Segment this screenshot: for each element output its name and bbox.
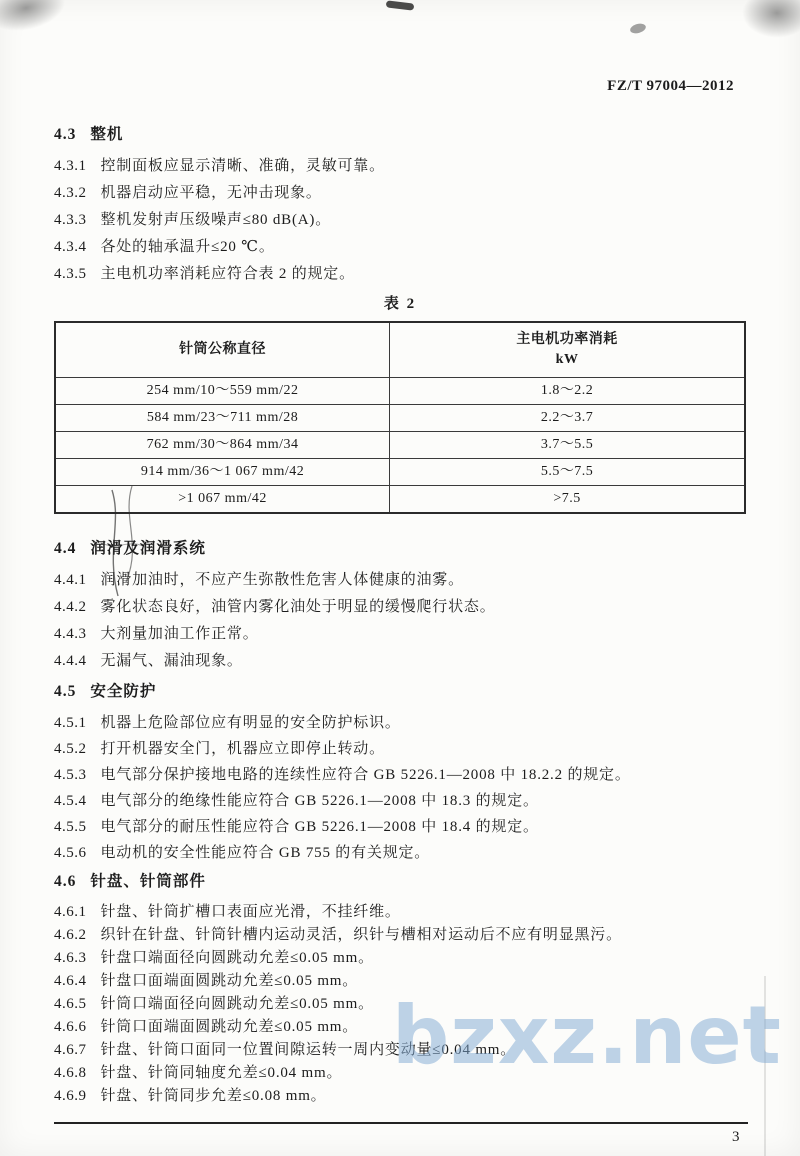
clause [54, 598, 746, 617]
col-header-diameter: 针筒公称直径 [55, 322, 390, 378]
section-heading-4-4 [54, 538, 746, 559]
clause-number: 4.5.4 [54, 793, 87, 809]
cell-diameter: 914 mm/36～1 067 mm/42 [55, 459, 390, 486]
clause [54, 652, 746, 671]
clause-number: 4.4.2 [54, 599, 87, 615]
table-header-row [55, 322, 745, 378]
clause-text: 织针在针盘、针筒针槽内运动灵活，织针与槽相对运动后不应有明显黑污。 [100, 927, 622, 943]
section-title: 润滑及润滑系统 [90, 540, 206, 557]
col-header-power-line2: kW [555, 352, 579, 367]
clause [54, 1087, 746, 1105]
clause-number: 4.4.4 [54, 653, 87, 669]
clause-number: 4.3.2 [54, 185, 87, 201]
clause [54, 903, 746, 921]
cell-power: >7.5 [390, 486, 745, 514]
clause-number: 4.3.1 [54, 158, 87, 174]
col-header-power-line1: 主电机功率消耗 [516, 332, 618, 347]
table-row [55, 459, 745, 486]
section-4-5 [54, 681, 746, 863]
clause-text: 针盘、针筒同步允差≤0.08 mm。 [100, 1088, 327, 1104]
clause [54, 926, 746, 944]
section-heading-4-5 [54, 681, 746, 702]
section-number: 4.6 [54, 873, 77, 890]
clause-number: 4.3.3 [54, 212, 87, 228]
section-title: 安全防护 [90, 683, 157, 700]
clause [54, 157, 746, 176]
clause-number: 4.5.6 [54, 845, 87, 861]
doc-number: FZ/T 97004—2012 [607, 78, 734, 94]
table-row [55, 432, 745, 459]
clause-text: 电气部分保护接地电路的连续性应符合 GB 5226.1—2008 中 18.2.2 的规定。 [100, 767, 631, 783]
cell-power: 5.5～7.5 [390, 459, 745, 486]
section-number: 4.4 [54, 540, 77, 557]
clause [54, 184, 746, 203]
cell-diameter: 762 mm/30～864 mm/34 [55, 432, 390, 459]
clause-number: 4.5.5 [54, 819, 87, 835]
clause-text: 针筒口面端面圆跳动允差≤0.05 mm。 [100, 1019, 359, 1035]
clause-number: 4.6.3 [54, 950, 87, 966]
section-4-3 [54, 124, 746, 284]
table-caption: 表 2 [383, 296, 417, 312]
clause-text: 大剂量加油工作正常。 [100, 626, 259, 642]
section-number: 4.3 [54, 126, 77, 143]
clause [54, 238, 746, 257]
clause [54, 714, 746, 733]
clause-text: 整机发射声压级噪声≤80 dB(A)。 [100, 212, 332, 228]
clause-text: 针盘、针筒口面同一位置间隙运转一周内变动量≤0.04 mm。 [100, 1042, 517, 1058]
clause [54, 1064, 746, 1082]
watermark: bzxz.net [392, 989, 782, 1082]
power-consumption-table [54, 321, 746, 514]
clause-text: 电气部分的绝缘性能应符合 GB 5226.1—2008 中 18.3 的规定。 [100, 793, 539, 809]
cell-diameter: 254 mm/10～559 mm/22 [55, 378, 390, 405]
clause [54, 949, 746, 967]
table-row [55, 378, 745, 405]
clause [54, 766, 746, 785]
cell-diameter: 584 mm/23～711 mm/28 [55, 405, 390, 432]
clause-text: 各处的轴承温升≤20 ℃。 [100, 239, 275, 255]
clause-text: 针盘口面端面圆跳动允差≤0.05 mm。 [100, 973, 359, 989]
section-4-6 [54, 871, 746, 1105]
clause-number: 4.6.4 [54, 973, 87, 989]
clause-number: 4.6.8 [54, 1065, 87, 1081]
clause-text: 电气部分的耐压性能应符合 GB 5226.1—2008 中 18.4 的规定。 [100, 819, 539, 835]
clause-number: 4.3.5 [54, 266, 87, 282]
clause [54, 818, 746, 837]
clause-number: 4.5.1 [54, 715, 87, 731]
clause-number: 4.4.1 [54, 572, 87, 588]
clause [54, 792, 746, 811]
clause-number: 4.5.3 [54, 767, 87, 783]
clause-number: 4.3.4 [54, 239, 87, 255]
clause-text: 机器启动应平稳，无冲击现象。 [100, 185, 322, 201]
clause [54, 844, 746, 863]
page-number: 3 [732, 1129, 740, 1145]
clause-number: 4.4.3 [54, 626, 87, 642]
clause-text: 机器上危险部位应有明显的安全防护标识。 [100, 715, 401, 731]
clause [54, 1018, 746, 1036]
clause-number: 4.6.1 [54, 904, 87, 920]
clause-text: 润滑加油时，不应产生弥散性危害人体健康的油雾。 [100, 572, 464, 588]
clause-number: 4.6.6 [54, 1019, 87, 1035]
clause-text: 针盘、针筒同轴度允差≤0.04 mm。 [100, 1065, 343, 1081]
section-title: 针盘、针筒部件 [90, 873, 206, 890]
clause [54, 972, 746, 990]
section-heading-4-6 [54, 871, 746, 892]
clause-text: 打开机器安全门，机器应立即停止转动。 [100, 741, 385, 757]
clause [54, 1041, 746, 1059]
cell-diameter: >1 067 mm/42 [55, 486, 390, 514]
clause-number: 4.5.2 [54, 741, 87, 757]
clause-number: 4.6.2 [54, 927, 87, 943]
clause [54, 265, 746, 284]
clause-number: 4.6.7 [54, 1042, 87, 1058]
clause-text: 无漏气、漏油现象。 [100, 653, 243, 669]
clause-text: 控制面板应显示清晰、准确，灵敏可靠。 [100, 158, 385, 174]
clause-text: 针盘口端面径向圆跳动允差≤0.05 mm。 [100, 950, 374, 966]
clause [54, 625, 746, 644]
clause-number: 4.6.5 [54, 996, 87, 1012]
section-4-4 [54, 538, 746, 671]
clause-text: 主电机功率消耗应符合表 2 的规定。 [100, 266, 355, 282]
clause [54, 571, 746, 590]
cell-power: 1.8～2.2 [390, 378, 745, 405]
clause [54, 740, 746, 759]
clause-text: 针盘、针筒扩槽口表面应光滑，不挂纤维。 [100, 904, 401, 920]
section-heading-4-3 [54, 124, 746, 145]
table-row [55, 486, 745, 514]
cell-power: 2.2～3.7 [390, 405, 745, 432]
clause [54, 211, 746, 230]
clause-number: 4.6.9 [54, 1088, 87, 1104]
table-row [55, 405, 745, 432]
clause-text: 针筒口端面径向圆跳动允差≤0.05 mm。 [100, 996, 374, 1012]
cell-power: 3.7～5.5 [390, 432, 745, 459]
section-number: 4.5 [54, 683, 77, 700]
footer-rule [54, 1122, 748, 1124]
col-header-power [390, 322, 745, 378]
clause [54, 995, 746, 1013]
clause-text: 电动机的安全性能应符合 GB 755 的有关规定。 [100, 845, 431, 861]
section-title: 整机 [90, 126, 124, 143]
clause-text: 雾化状态良好，油管内雾化油处于明显的缓慢爬行状态。 [100, 599, 496, 615]
